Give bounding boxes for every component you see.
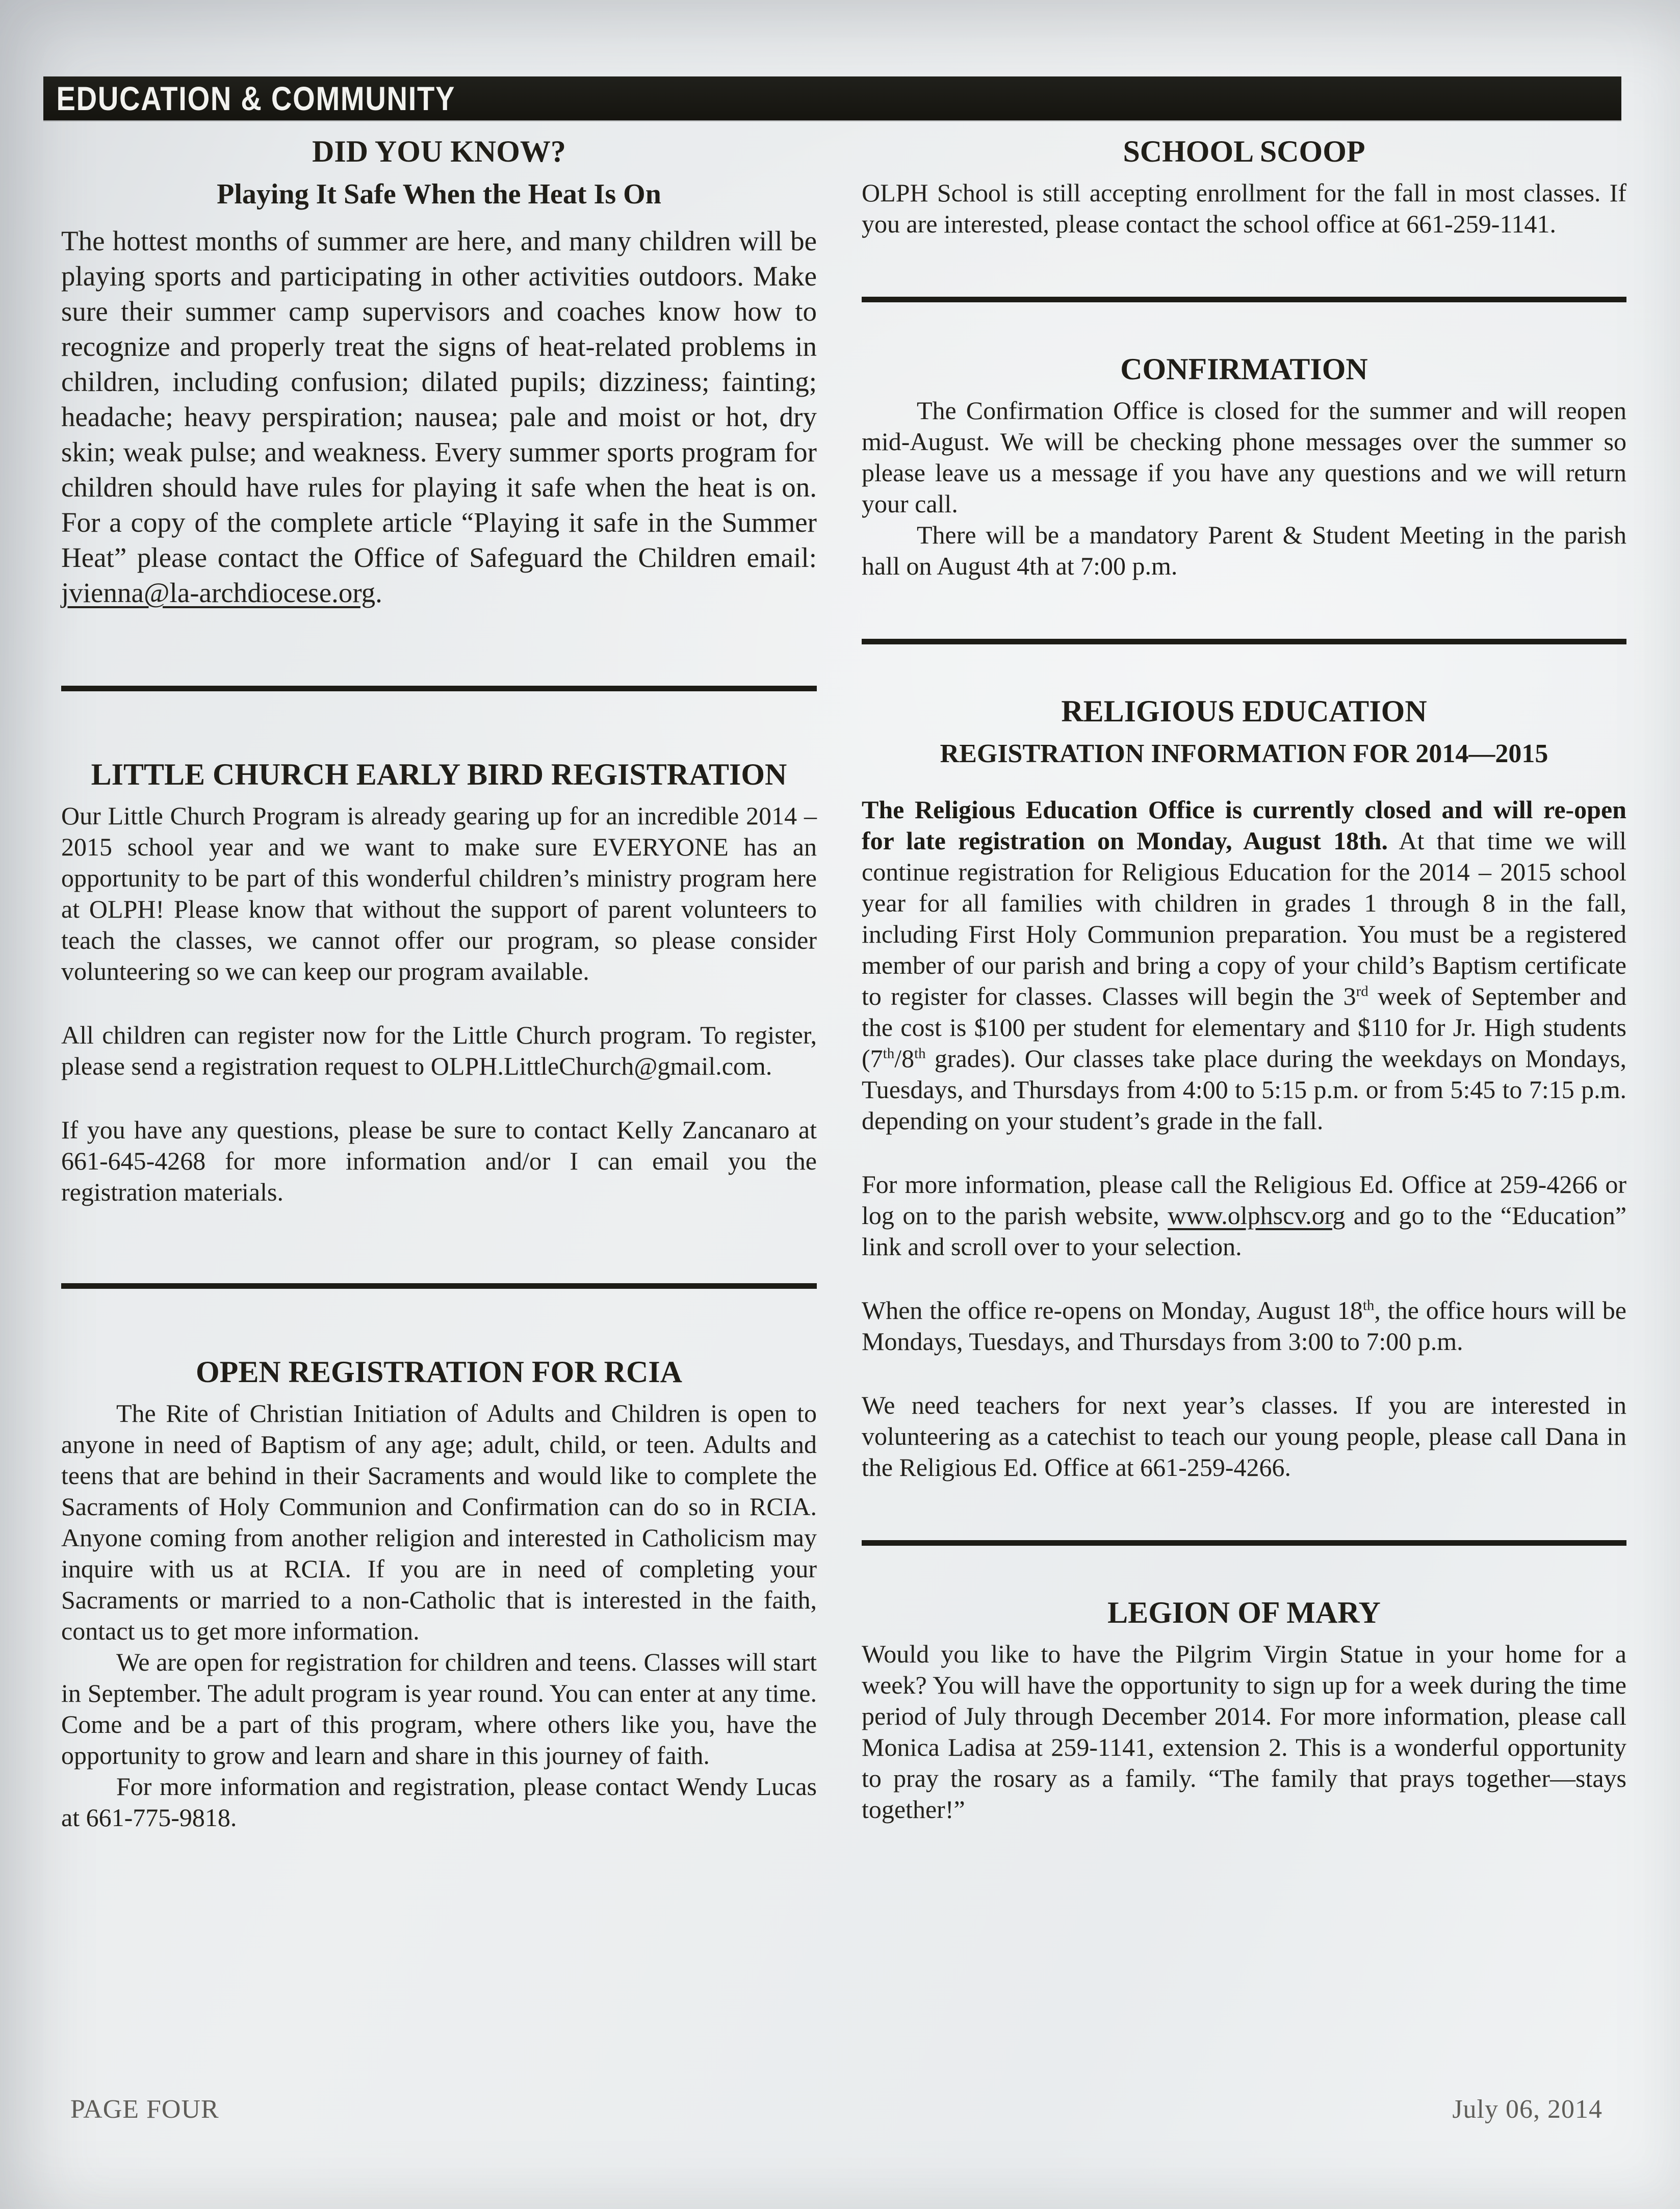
section-legion-of-mary: [862, 1595, 1626, 1825]
did-you-know-title: DID YOU KNOW?: [312, 135, 566, 168]
little-church-paragraph-3: If you have any questions, please be sure to contact Kelly Zancanaro at 661-645-4268 for more information and/or I can email you the registration materials.: [61, 1115, 817, 1206]
rcia-title: OPEN REGISTRATION FOR RCIA: [196, 1355, 682, 1389]
confirmation-title: CONFIRMATION: [1120, 352, 1368, 386]
little-church-paragraph-1: Our Little Church Program is already gearing up for an incredible 2014 – 2015 school year and we want to make sure EVERYONE has an opportunity to be part of this wonderful children’s ministry program here at OLPH! Please know that without the support of parent volunteers to teach the classes, we cannot offer our program, so please consider volunteering so we can keep our program available.: [61, 801, 817, 985]
religious-ed-bold-lead: The Religious Education Office is currently closed and will re-open for late registration on Monday, August 18th.: [862, 795, 1626, 855]
religious-ed-text: At that time we will continue registration for Religious Education for the 2014 – 2015 school year for all families with children in grades 1 through 8 in the fall, including First Holy Communion preparation. You must be a registered member of our parish and bring a copy of your child’s Baptism certificate to register for classes. Classes will begin the 3: [862, 826, 1626, 1010]
religious-ed-paragraph-4: We need teachers for next year’s classes. If you are interested in volunteering as a catechist to teach our young people, please call Dana in the Religious Ed. Office at 661-259-4266.: [862, 1391, 1626, 1482]
rcia-paragraph-3: For more information and registration, please contact Wendy Lucas at 661-775-9818.: [61, 1772, 817, 1832]
divider-rule: [61, 1283, 817, 1289]
did-you-know-text: The hottest months of summer are here, and many children will be playing sports and participating in other activities outdoors. Make sure their summer camp supervisors and coaches know how to recognize and properly treat the signs of heat-related problems in children, including confusion; dilated pupils; dizziness; fainting; headache; heavy perspiration; nausea; pale and moist or hot, dry skin; weak pulse; and weakness. Every summer sports program for children should have rules for playing it safe when the heat is on. For a copy of the complete article “Playing it safe in the Summer Heat” please contact the Office of Safeguard the Children email:: [61, 225, 817, 573]
religious-ed-paragraph-1: [862, 794, 1626, 1136]
little-church-title: LITTLE CHURCH EARLY BIRD REGISTRATION: [91, 758, 787, 791]
legion-of-mary-body: Would you like to have the Pilgrim Virgin Statue in your home for a week? You will have the opportunity to sign up for a week during the time period of July through December 2014. For more information, please call Monica Ladisa at 259-1141, extension 2. This is a wonderful opportunity to pray the rosary as a family. “The family that prays together—stays together!”: [862, 1640, 1626, 1824]
footer-date: July 06, 2014: [1452, 2095, 1603, 2124]
rcia-paragraph-1: The Rite of Christian Initiation of Adults and Children is open to anyone in need of Baptism of any age; adult, child, or teen. Adults and teens that are behind in their Sacraments and would like to complete the Sacraments of Holy Communion and Confirmation can do so in RCIA. Anyone coming from another religion and interested in Catholicism may inquire with us at RCIA. If you are in need of completing your Sacraments or married to a non-Catholic that is interested in the faith, contact us to get more information.: [61, 1399, 817, 1645]
confirmation-paragraph-1: The Confirmation Office is closed for the summer and will reopen mid-August. We will be checking phone messages over the summer so please leave us a message if you have any questions and we will return your call.: [862, 396, 1626, 518]
ordinal-superscript: th: [914, 1045, 926, 1062]
school-scoop-body: OLPH School is still accepting enrollment for the fall in most classes. If you are interested, please contact the school office at 661-259-1141.: [862, 178, 1626, 238]
religious-ed-subtitle: REGISTRATION INFORMATION FOR 2014—2015: [940, 739, 1548, 768]
rcia-paragraph-2: We are open for registration for children and teens. Classes will start in September. The adult program is year round. You can enter at any time. Come and be a part of this program, where others like you, have the opportunity to grow and learn and share in this journey of faith.: [61, 1648, 817, 1770]
section-header-bar: [43, 76, 1621, 120]
did-you-know-text-end: .: [375, 577, 382, 608]
footer-page-label: PAGE FOUR: [70, 2095, 219, 2124]
right-column: [862, 134, 1626, 1833]
religious-ed-paragraph-2: [862, 1169, 1626, 1262]
parish-website-link: www.olphscv.org: [1168, 1201, 1346, 1230]
section-did-you-know: [61, 134, 817, 610]
confirmation-paragraph-2: There will be a mandatory Parent & Student Meeting in the parish hall on August 4th at 7:00 p.m.: [862, 521, 1626, 580]
religious-ed-text: and go to the “Education” link and scroll over to your selection.: [862, 1201, 1627, 1261]
section-header-title: EDUCATION & COMMUNITY: [56, 80, 456, 117]
divider-rule: [61, 686, 817, 691]
religious-ed-text: For more information, please call the Religious Ed. Office at 259-4266 or log on to the parish website,: [862, 1170, 1626, 1230]
little-church-email: OLPH.LittleChurch@gmail.com: [430, 1052, 766, 1080]
religious-ed-title: RELIGIOUS EDUCATION: [1061, 694, 1427, 728]
did-you-know-subtitle: Playing It Safe When the Heat Is On: [217, 178, 661, 210]
divider-rule: [862, 297, 1626, 302]
little-church-paragraph-2: [61, 1020, 817, 1082]
section-little-church: [61, 757, 817, 1208]
section-confirmation: [862, 351, 1626, 582]
divider-rule: [862, 639, 1626, 644]
section-rcia: [61, 1354, 817, 1833]
religious-ed-text: , the office hours will be Mondays, Tuesdays, and Thursdays from 3:00 to 7:00 p.m.: [862, 1296, 1626, 1356]
section-religious-education: [862, 693, 1626, 1483]
content-columns: [61, 134, 1627, 1833]
left-column: [61, 134, 817, 1833]
little-church-text: All children can register now for the Little Church program. To register, please send a registration request to: [61, 1021, 817, 1080]
little-church-text-end: .: [765, 1052, 772, 1080]
religious-ed-paragraph-3: [862, 1295, 1626, 1357]
religious-ed-text: week of September and the cost is $100 per student for elementary and $110 for Jr. High students (7: [862, 982, 1627, 1073]
did-you-know-body: [61, 223, 817, 610]
ordinal-superscript: th: [883, 1045, 895, 1062]
divider-rule: [862, 1540, 1626, 1546]
religious-ed-text: /8: [894, 1044, 915, 1073]
ordinal-superscript: th: [1362, 1297, 1375, 1314]
ordinal-superscript: rd: [1356, 983, 1368, 1000]
religious-ed-text: When the office re-opens on Monday, August 18: [862, 1296, 1363, 1324]
section-school-scoop: [862, 134, 1626, 240]
safeguard-email-link: jvienna@la-archdiocese.org: [61, 577, 376, 608]
school-scoop-title: SCHOOL SCOOP: [1123, 135, 1365, 168]
religious-ed-text: grades). Our classes take place during the weekdays on Mondays, Tuesdays, and Thursdays from 4:00 to 5:15 p.m. or from 5:45 to 7:15 p.m. depending on your student’s grade in the fall.: [862, 1044, 1626, 1135]
legion-of-mary-title: LEGION OF MARY: [1107, 1596, 1381, 1629]
